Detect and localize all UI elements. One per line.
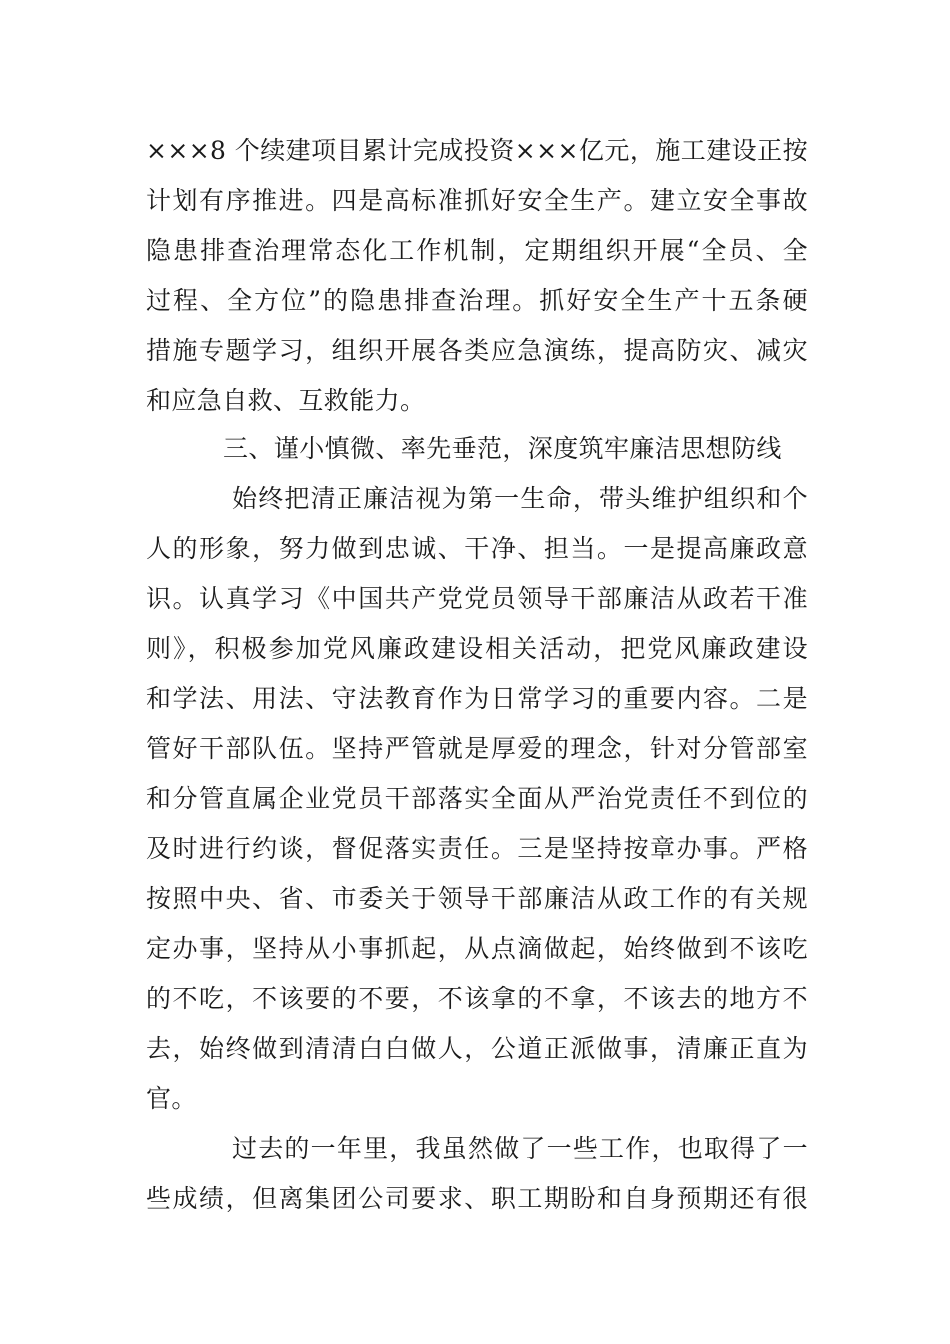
paragraph-line: ×××8 个续建项目累计完成投资×××亿元，施工建设正按	[146, 136, 808, 165]
paragraph-line: 过去的一年里，我虽然做了一些工作，也取得了一	[232, 1134, 808, 1163]
paragraph-summary	[146, 1124, 808, 1224]
paragraph-line: 和学法、用法、守法教育作为日常学习的重要内容。二是	[146, 684, 808, 713]
paragraph-line: 始终把清正廉洁视为第一生命，带头维护组织和个	[232, 484, 808, 513]
paragraph-line: 识。认真学习《中国共产党党员领导干部廉洁从政若干准	[146, 584, 808, 613]
paragraph-line: 些成绩，但离集团公司要求、职工期盼和自身预期还有很	[146, 1184, 808, 1213]
paragraph-line: 过程、全方位”的隐患排查治理。抓好安全生产十五条硬	[146, 286, 808, 315]
paragraph-line: 计划有序推进。四是高标准抓好安全生产。建立安全事故	[146, 186, 808, 215]
paragraph-line: 人的形象，努力做到忠诚、干净、担当。一是提高廉政意	[146, 534, 808, 563]
paragraph-line: 的不吃，不该要的不要，不该拿的不拿，不该去的地方不	[146, 984, 808, 1013]
paragraph-line: 去，始终做到清清白白做人，公道正派做事，清廉正直为	[146, 1034, 808, 1063]
paragraph-line: 及时进行约谈，督促落实责任。三是坚持按章办事。严格	[146, 834, 808, 863]
paragraph-line: 和应急自救、互救能力。	[146, 386, 426, 415]
paragraph-line: 按照中央、省、市委关于领导干部廉洁从政工作的有关规	[146, 884, 808, 913]
paragraph-line: 则》，积极参加党风廉政建设相关活动，把党风廉政建设	[146, 634, 808, 663]
paragraph-line: 官。	[146, 1084, 197, 1113]
paragraph-safety-production	[146, 126, 808, 426]
paragraph-line: 隐患排查治理常态化工作机制，定期组织开展“全员、全	[146, 236, 808, 265]
section-heading: 三、谨小慎微、率先垂范，深度筑牢廉洁思想防线	[223, 434, 782, 463]
paragraph-line: 定办事，坚持从小事抓起，从点滴做起，始终做到不该吃	[146, 934, 808, 963]
paragraph-line: 和分管直属企业党员干部落实全面从严治党责任不到位的	[146, 784, 808, 813]
paragraph-line: 措施专题学习，组织开展各类应急演练，提高防灾、减灾	[146, 336, 808, 365]
paragraph-integrity	[146, 474, 808, 1124]
paragraph-line: 管好干部队伍。坚持严管就是厚爱的理念，针对分管部室	[146, 734, 808, 763]
